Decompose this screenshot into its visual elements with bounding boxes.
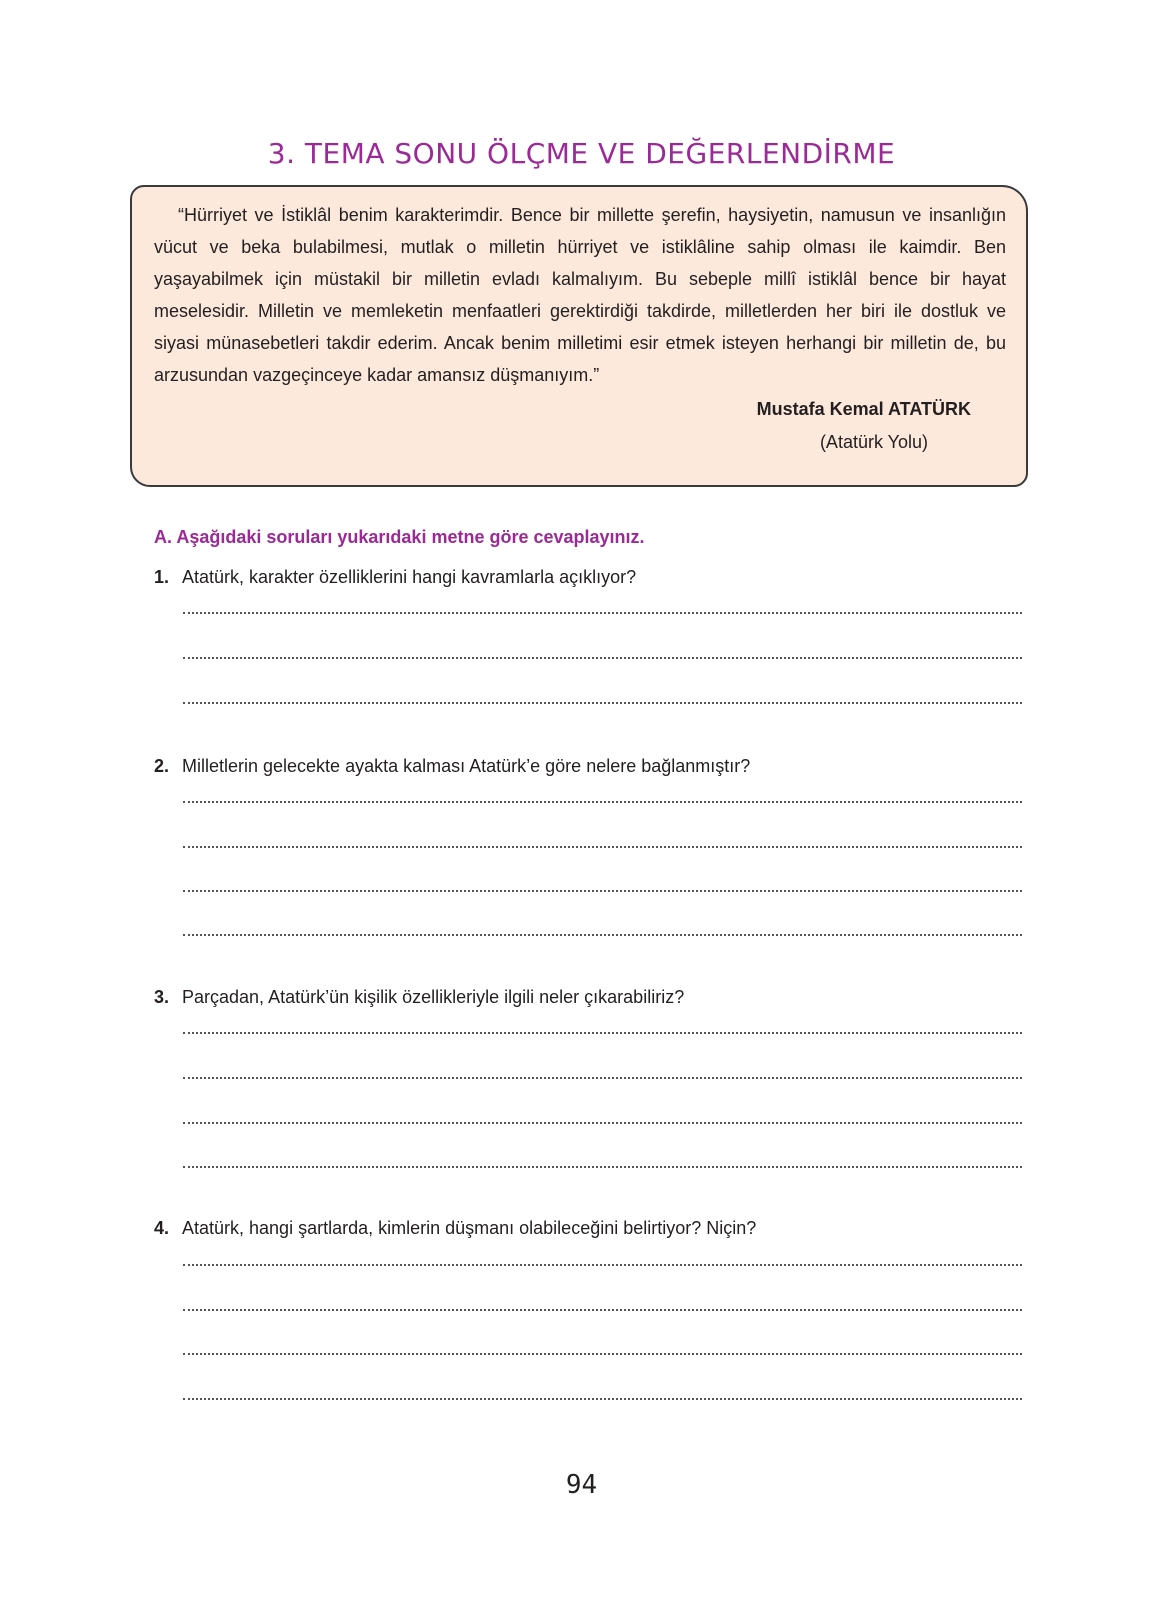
answer-line[interactable] [183, 1309, 1022, 1311]
question-number: 2. [154, 756, 170, 776]
page-number: 94 [565, 1470, 598, 1500]
answer-line[interactable] [183, 890, 1022, 892]
question-number: 3. [154, 987, 170, 1007]
question-1 [154, 567, 636, 588]
answer-line[interactable] [183, 702, 1022, 704]
quote-text: “Hürriyet ve İstiklâl benim karakterimdir. Bence bir millette şerefin, haysiyetin, namusun ve insanlığın vücut ve beka bulabilmesi, mutlak o milletin hürriyet ve istiklâline sahip olması ile kaimdir. Ben yaşayabilmek için müstakil bir milletin evladı kalmalıyım. Bu sebeple millî istiklâl bence bir hayat meselesidir. Milletin ve memleketin menfaatleri gerektirdiği takdirde, milletlerden her biri ile dostluk ve siyasi münasebetleri takdir ederim. Ancak benim milletimi esir etmek isteyen herhangi bir milletin de, bu arzusundan vazgeçinceye kadar amansız düşmanıyım.” [154, 205, 1006, 385]
answer-line[interactable] [183, 1166, 1022, 1168]
answer-line[interactable] [183, 1122, 1022, 1124]
answer-line[interactable] [183, 934, 1022, 936]
answer-line[interactable] [183, 657, 1022, 659]
answer-line[interactable] [183, 1353, 1022, 1355]
question-text: Parçadan, Atatürk’ün kişilik özellikleriyle ilgili neler çıkarabiliriz? [182, 987, 685, 1007]
question-3 [154, 987, 684, 1008]
question-number: 4. [154, 1218, 170, 1238]
question-text: Atatürk, karakter özelliklerini hangi kavramlarla açıklıyor? [182, 567, 637, 587]
section-heading: A. Aşağıdaki soruları yukarıdaki metne göre cevaplayınız. [154, 527, 645, 547]
answer-line[interactable] [183, 1032, 1022, 1034]
question-2 [154, 756, 750, 777]
answer-line[interactable] [183, 1264, 1022, 1266]
answer-line[interactable] [183, 1077, 1022, 1079]
question-number: 1. [154, 567, 170, 587]
answer-line[interactable] [183, 1398, 1022, 1400]
page-title: 3. TEMA SONU ÖLÇME VE DEĞERLENDİRME [267, 136, 896, 170]
quote-author: Mustafa Kemal ATATÜRK [756, 399, 971, 419]
question-text: Milletlerin gelecekte ayakta kalması Atatürk’e göre nelere bağlanmıştır? [182, 756, 751, 776]
answer-line[interactable] [183, 801, 1022, 803]
answer-line[interactable] [183, 612, 1022, 614]
question-text: Atatürk, hangi şartlarda, kimlerin düşmanı olabileceğini belirtiyor? Niçin? [182, 1218, 757, 1238]
question-4 [154, 1218, 756, 1239]
quote-source: (Atatürk Yolu) [819, 432, 928, 452]
quote-box [130, 185, 1028, 487]
answer-line[interactable] [183, 846, 1022, 848]
